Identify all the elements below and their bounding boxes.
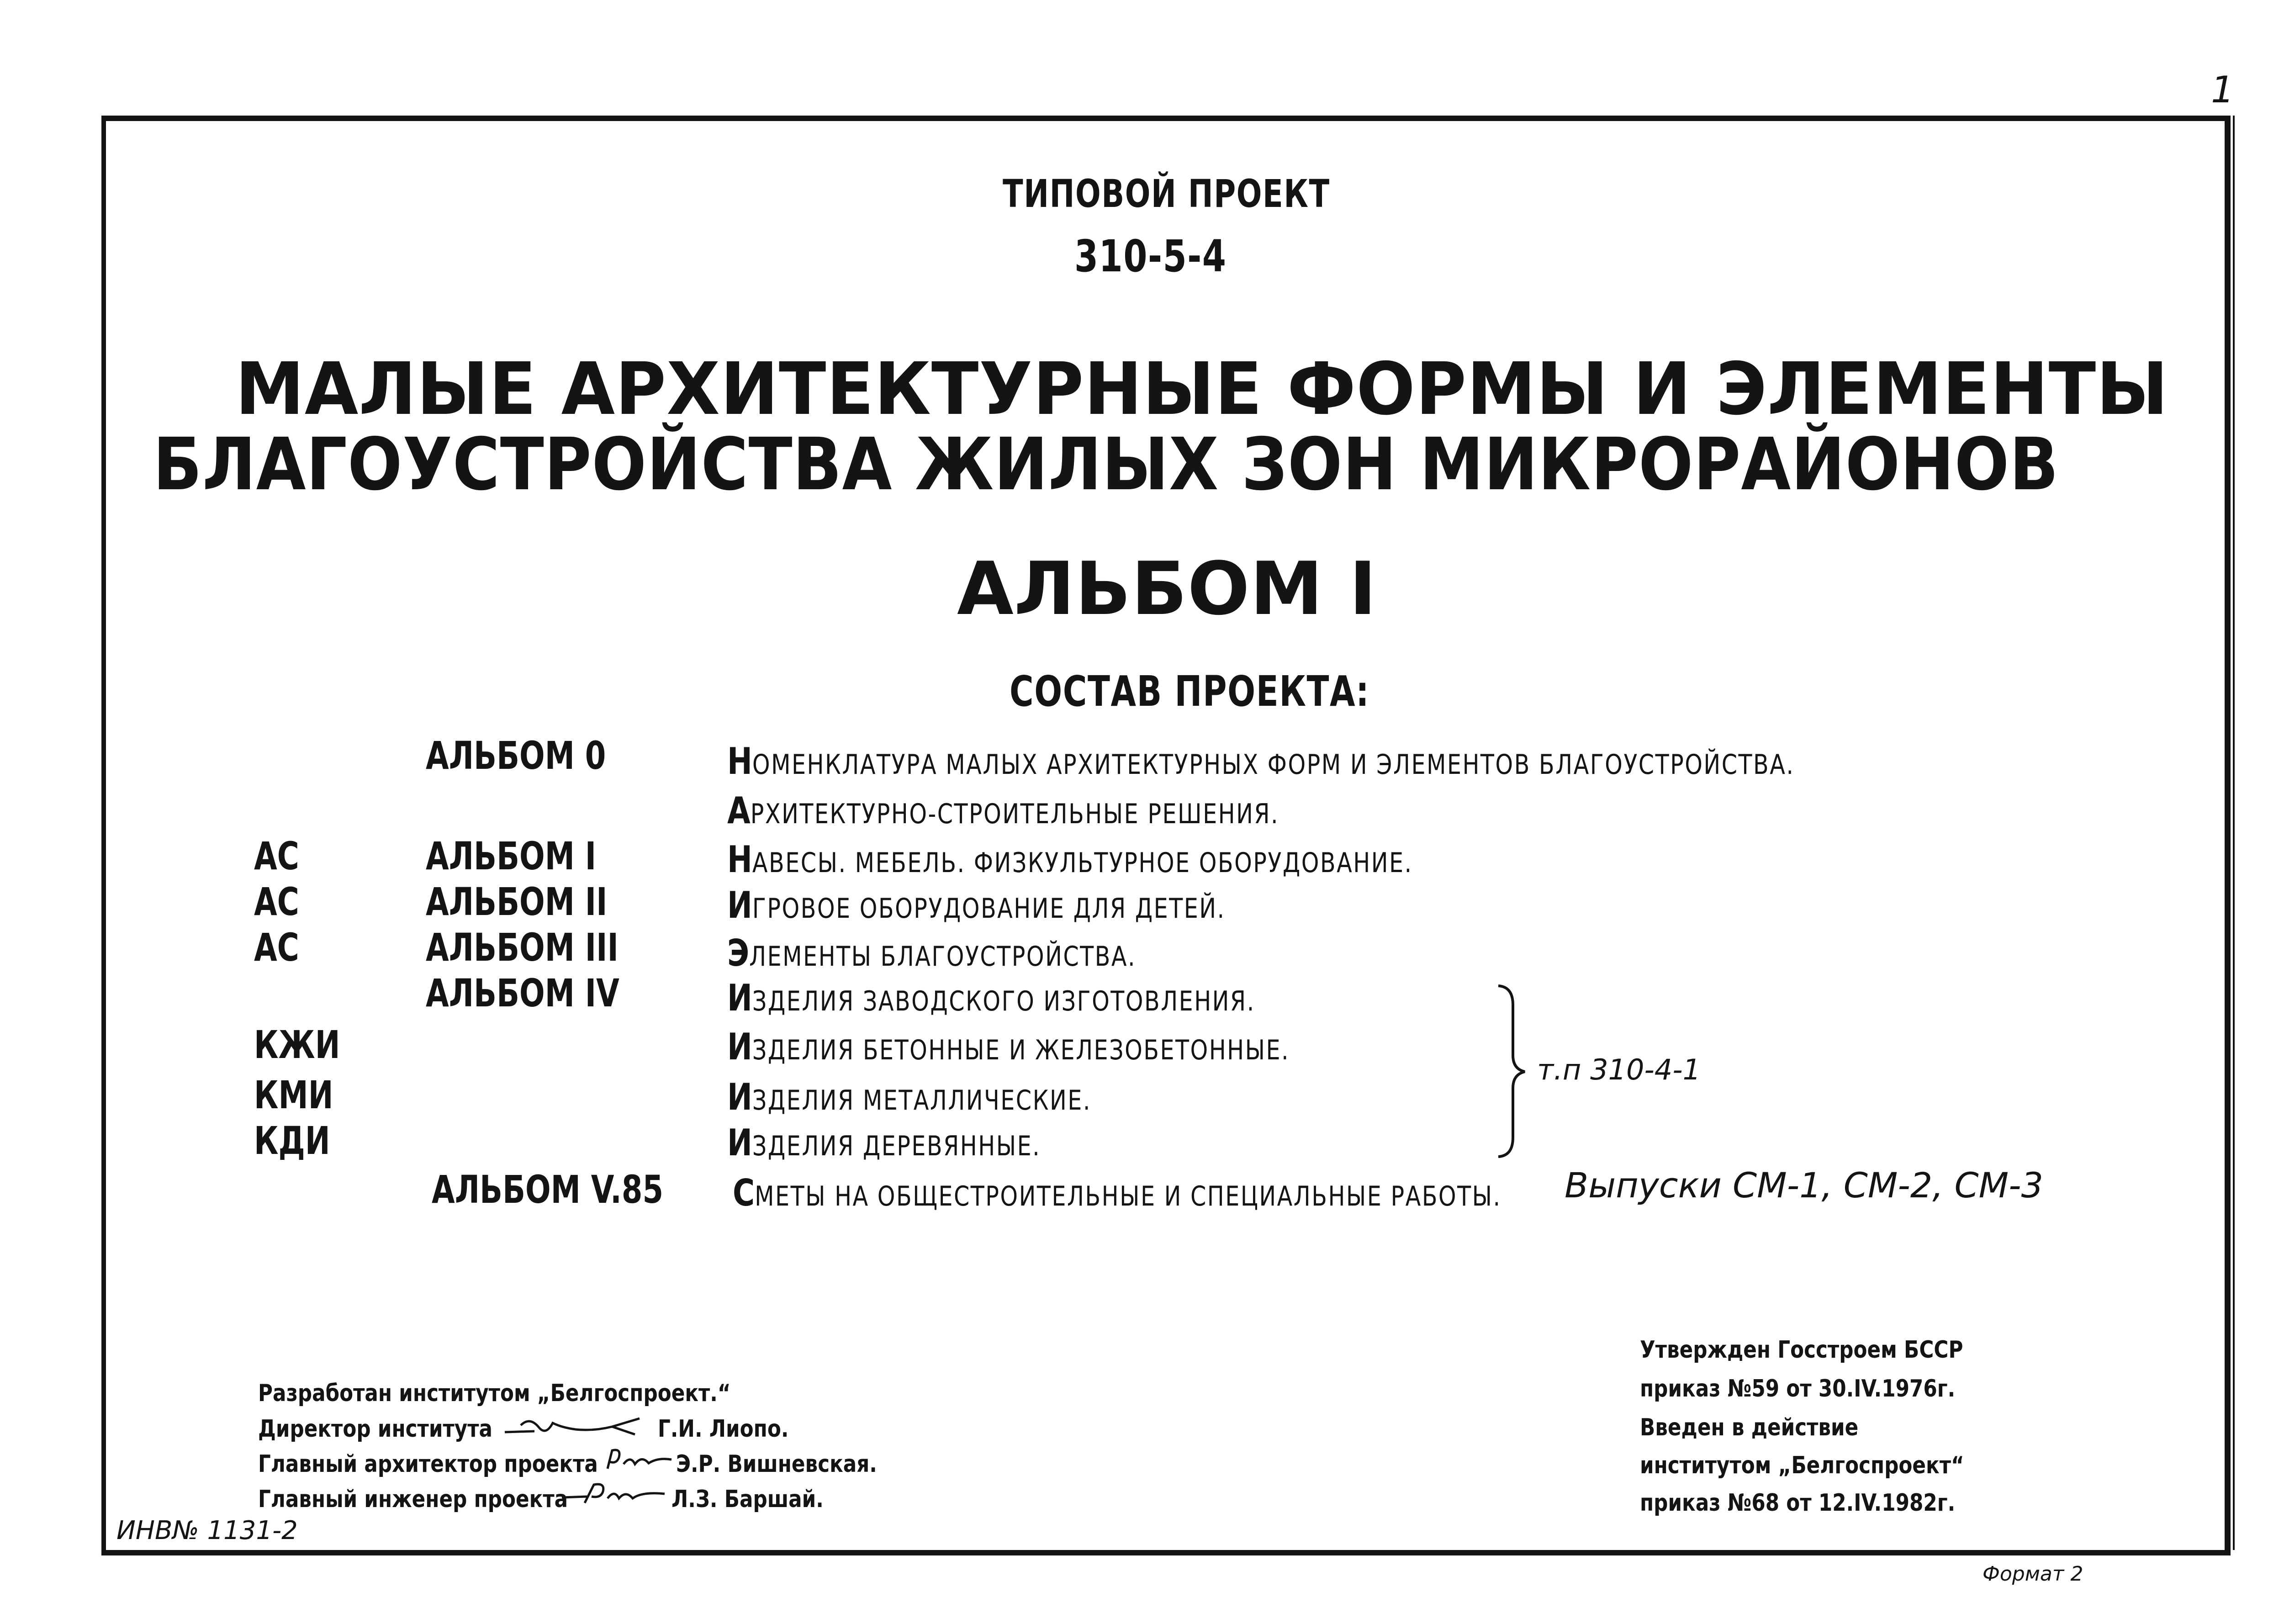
composition-heading: СОСТАВ ПРОЕКТА:	[1010, 667, 1370, 716]
inventory-number: ИНВ№ 1131-2	[116, 1516, 298, 1545]
album-title: АЛЬБОМ I	[957, 546, 1377, 631]
director-signature-icon	[502, 1414, 653, 1441]
engineer-signature-icon	[560, 1480, 669, 1508]
director-name: Г.И. Лиопо.	[658, 1415, 789, 1443]
section-code: КДИ	[254, 1118, 330, 1163]
section-code: КМИ	[254, 1073, 333, 1117]
composition-description: АРХИТЕКТУРНО-СТРОИТЕЛЬНЫЕ РЕШЕНИЯ.	[727, 789, 1279, 832]
project-code: 310-5-4	[1074, 231, 1227, 282]
composition-description: НАВЕСЫ. МЕБЕЛЬ. ФИЗКУЛЬТУРНОЕ ОБОРУДОВАНИЕ.	[727, 838, 1413, 881]
composition-description: НОМЕНКЛАТУРА МАЛЫХ АРХИТЕКТУРНЫХ ФОРМ И ЭЛЕМЕНТОВ БЛАГОУСТРОЙСТВА.	[727, 740, 1795, 783]
enactment-institute: институтом „Белгоспроект“	[1640, 1452, 1964, 1479]
album-label: АЛЬБОМ III	[426, 925, 619, 970]
title-line-1: МАЛЫЕ АРХИТЕКТУРНЫЕ ФОРМЫ И ЭЛЕМЕНТЫ	[235, 347, 2169, 431]
album-label: АЛЬБОМ I	[426, 834, 597, 878]
chief-architect-role: Главный архитектор проекта	[258, 1450, 598, 1478]
frame-outer-edge	[2233, 116, 2239, 1550]
chief-architect-name: Э.Р. Вишневская.	[676, 1450, 877, 1478]
composition-description: ИЗДЕЛИЯ МЕТАЛЛИЧЕСКИЕ.	[727, 1076, 1091, 1118]
approval-line: Утвержден Госстроем БССР	[1640, 1336, 1963, 1364]
composition-description: СМЕТЫ НА ОБЩЕСТРОИТЕЛЬНЫЕ И СПЕЦИАЛЬНЫЕ РАБОТЫ.	[733, 1172, 1502, 1214]
composition-description: ИЗДЕЛИЯ ДЕРЕВЯННЫЕ.	[727, 1121, 1041, 1164]
project-type: ТИПОВОЙ ПРОЕКТ	[1003, 171, 1330, 216]
section-code: АС	[254, 925, 299, 970]
enactment-order: приказ №68 от 12.IV.1982г.	[1640, 1489, 1956, 1517]
enactment-line: Введен в действие	[1640, 1414, 1859, 1441]
architect-signature-icon	[603, 1446, 676, 1473]
director-role: Директор института	[258, 1415, 493, 1443]
composition-description: ИЗДЕЛИЯ ЗАВОДСКОГО ИЗГОТОВЛЕНИЯ.	[727, 977, 1255, 1019]
sheet-number: 1	[2211, 69, 2234, 111]
approval-order: приказ №59 от 30.IV.1976г.	[1640, 1375, 1956, 1402]
sheet-format: Формат 2	[1983, 1562, 2083, 1586]
composition-description: ИЗДЕЛИЯ БЕТОННЫЕ И ЖЕЛЕЗОБЕТОННЫЕ.	[727, 1026, 1290, 1068]
chief-engineer-name: Л.З. Баршай.	[671, 1486, 824, 1513]
section-code: АС	[254, 879, 299, 924]
album-label: АЛЬБОМ 0	[426, 733, 606, 778]
album-label: АЛЬБОМ V.85	[432, 1167, 664, 1212]
chief-engineer-role: Главный инженер проекта	[258, 1486, 568, 1513]
title-line-2: БЛАГОУСТРОЙСТВА ЖИЛЫХ ЗОН МИКРОРАЙОНОВ	[153, 423, 2059, 507]
album-label: АЛЬБОМ II	[426, 879, 608, 924]
bracket-note: т.п 310-4-1	[1537, 1053, 1701, 1086]
section-code: КЖИ	[254, 1022, 340, 1067]
composition-description: ЭЛЕМЕНТЫ БЛАГОУСТРОЙСТВА.	[727, 932, 1137, 974]
album-label: АЛЬБОМ IV	[426, 971, 619, 1016]
section-code: АС	[254, 834, 299, 878]
estimate-note: Выпуски СМ-1, СМ-2, СМ-3	[1565, 1165, 2043, 1206]
developer-line: Разработан институтом „Белгоспроект.“	[258, 1380, 731, 1407]
curly-bracket-icon	[1494, 982, 1530, 1160]
composition-description: ИГРОВОЕ ОБОРУДОВАНИЕ ДЛЯ ДЕТЕЙ.	[727, 884, 1226, 926]
